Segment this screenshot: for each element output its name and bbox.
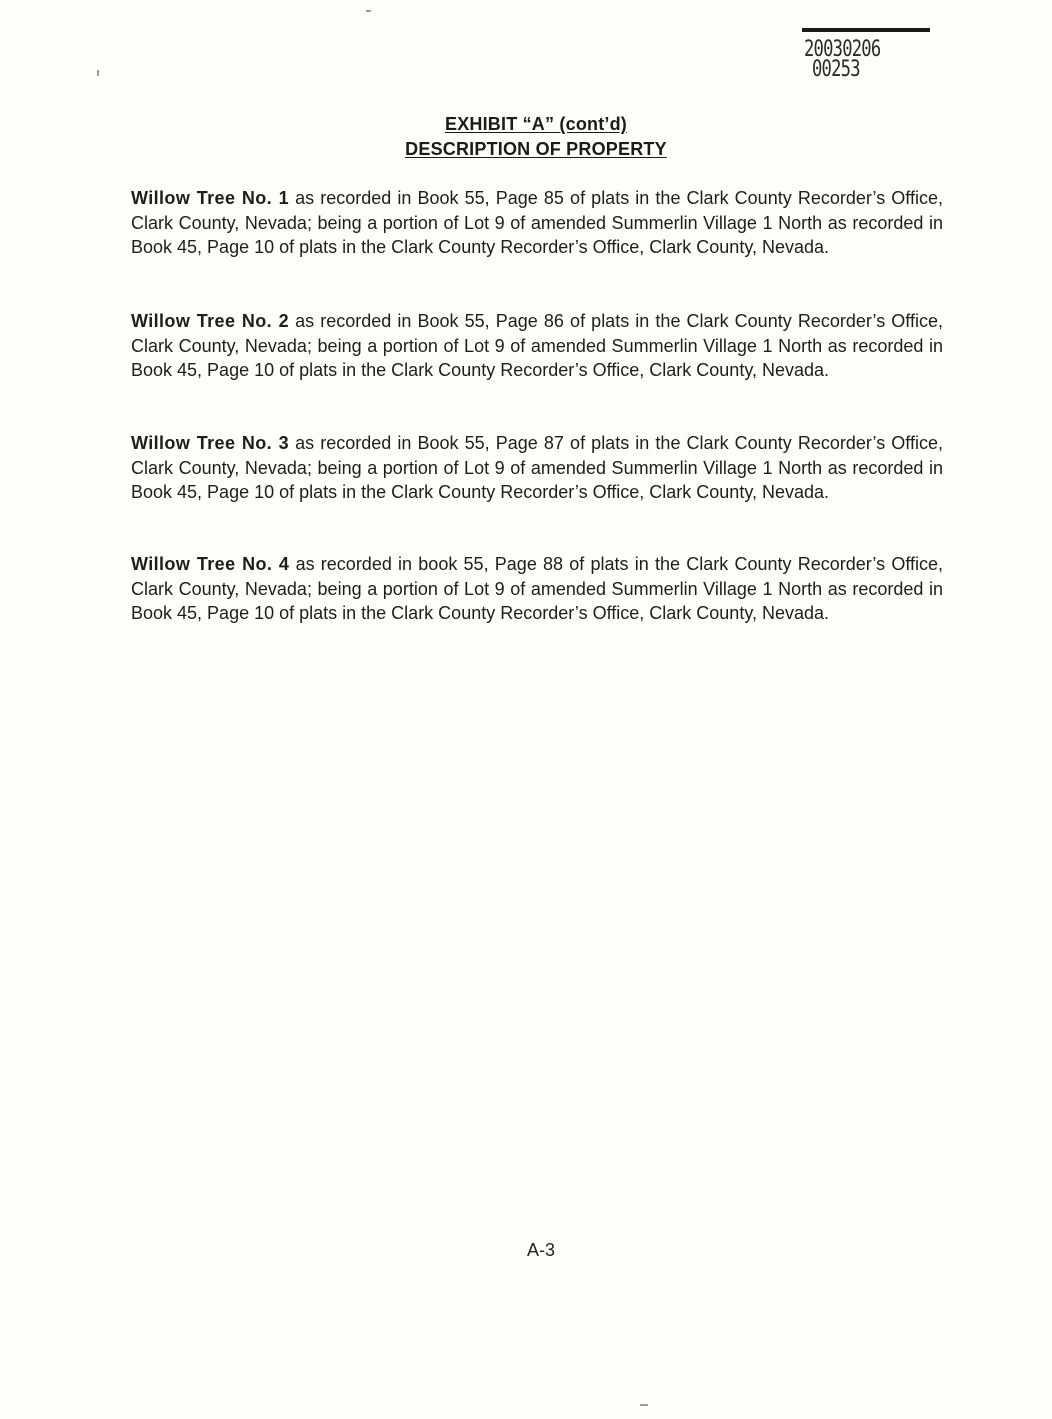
scan-speck [366, 10, 371, 12]
paragraph-text: as recorded in book 55, Page 88 of plats in the Clark County Recorder’s Office, Clark County, Nevada; being a portion of Lot 9 of amended Summerlin Village 1 North as recorded in Book 45, Page 10 of plats in the Clark County Recorder’s Office, Clark County, Nevada. [131, 554, 944, 623]
property-paragraph-2 [131, 309, 943, 383]
page-number: A-3 [526, 1240, 555, 1260]
paragraph-lead: Willow Tree No. 4 [131, 554, 290, 574]
property-paragraph-4 [131, 552, 943, 626]
paragraph-lead: Willow Tree No. 3 [131, 433, 289, 453]
exhibit-title: EXHIBIT “A” (cont’d) [445, 114, 627, 134]
paragraph-lead: Willow Tree No. 1 [131, 188, 289, 208]
paragraph-text: as recorded in Book 55, Page 87 of plats in the Clark County Recorder’s Office, Clark County, Nevada; being a portion of Lot 9 of amended Summerlin Village 1 North as recorded in Book 45, Page 10 of plats in the Clark County Recorder’s Office, Clark County, Nevada. [131, 433, 943, 502]
exhibit-subtitle: DESCRIPTION OF PROPERTY [405, 139, 667, 159]
paragraph-text: as recorded in Book 55, Page 85 of plats in the Clark County Recorder’s Office, Clark County, Nevada; being a portion of Lot 9 of amended Summerlin Village 1 North as recorded in Book 45, Page 10 of plats in the Clark County Recorder’s Office, Clark County, Nevada. [131, 188, 943, 257]
stamp-bar [802, 28, 930, 32]
paragraph-text: as recorded in Book 55, Page 86 of plats in the Clark County Recorder’s Office, Clark County, Nevada; being a portion of Lot 9 of amended Summerlin Village 1 North as recorded in Book 45, Page 10 of plats in the Clark County Recorder’s Office, Clark County, Nevada. [131, 311, 943, 380]
scan-speck [640, 1404, 648, 1406]
paragraph-lead: Willow Tree No. 2 [131, 311, 289, 331]
stamp-number-line-1: 20030206 [804, 37, 881, 62]
recording-stamp [800, 28, 932, 80]
stamp-number-line-2: 00253 [812, 57, 860, 82]
property-paragraph-3 [131, 431, 943, 505]
property-paragraph-1 [131, 186, 943, 260]
scan-speck [97, 70, 99, 76]
